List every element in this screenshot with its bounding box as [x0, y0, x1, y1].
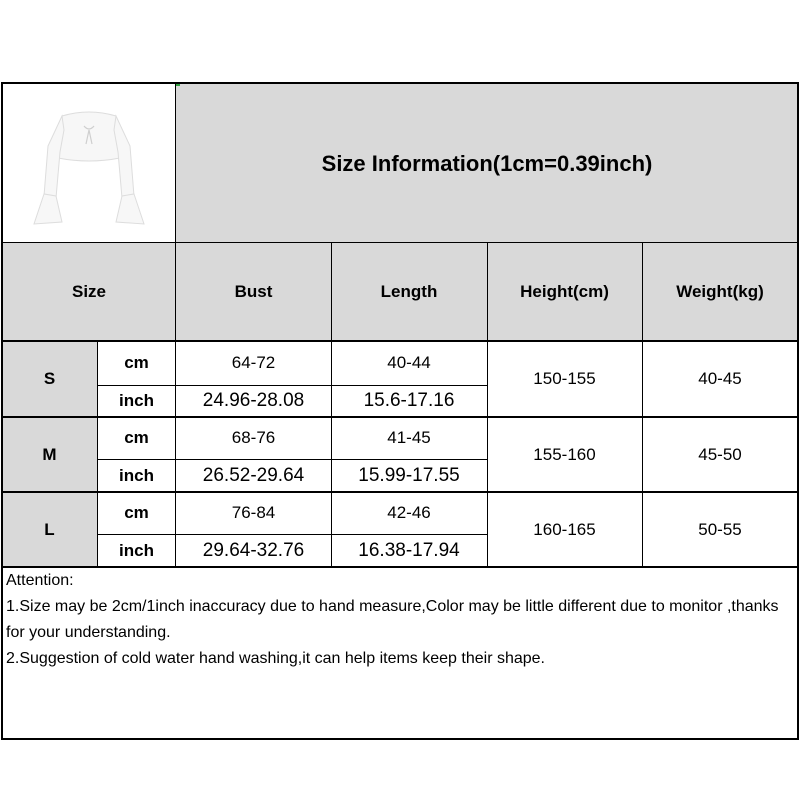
bust-inch-m: 26.52-29.64: [202, 464, 305, 486]
height-l: 160-165: [533, 519, 596, 539]
attention-notes: [2, 568, 798, 738]
rule-bust-length: [331, 243, 332, 567]
page-title: Size Information(1cm=0.39inch): [321, 150, 653, 176]
unit-cm: cm: [124, 353, 149, 372]
length-cm-m: 41-45: [387, 428, 431, 447]
bust-inch-l: 29.64-32.76: [202, 539, 305, 561]
rule-header-bottom: [1, 340, 799, 342]
rule-length-height: [487, 243, 488, 567]
weight-m: 45-50: [698, 444, 742, 464]
unit-inch: inch: [119, 391, 154, 410]
unit-inch: inch: [119, 465, 154, 485]
weight-l: 50-55: [698, 519, 742, 539]
rule-table-bottom: [1, 566, 799, 568]
attention-note-2: 2.Suggestion of cold water hand washing,it can help items keep their shape.: [6, 650, 545, 667]
rule-image-right: [175, 82, 176, 567]
bust-inch-s: 24.96-28.08: [202, 390, 305, 411]
bust-cm-s: 64-72: [231, 353, 276, 372]
height-s: 150-155: [533, 369, 596, 388]
rule-s-bottom: [1, 416, 799, 418]
rule-header-top: [1, 242, 799, 243]
header-length: Length: [380, 282, 438, 301]
attention-heading: Attention:: [6, 572, 74, 589]
border-right: [797, 82, 799, 740]
height-m: 155-160: [533, 444, 596, 464]
length-cm-s: 40-44: [387, 353, 431, 372]
size-label-l: L: [44, 519, 55, 539]
unit-cm: cm: [124, 503, 149, 522]
border-top: [1, 82, 799, 84]
length-inch-l: 16.38-17.94: [358, 539, 460, 561]
rule-l-split: [97, 534, 487, 535]
length-inch-s: 15.6-17.16: [363, 390, 455, 411]
rule-size-unit: [97, 341, 98, 567]
rule-m-split: [97, 459, 487, 460]
attention-note-1: 1.Size may be 2cm/1inch inaccuracy due to hand measure,Color may be little different due to monitor ,thanks for your understanding.: [6, 598, 779, 641]
border-left: [1, 82, 3, 740]
weight-s: 40-45: [698, 369, 742, 388]
header-weight: Weight(kg): [676, 282, 764, 301]
border-bottom: [1, 738, 799, 740]
header-size: Size: [71, 282, 107, 301]
rule-m-bottom: [1, 491, 799, 493]
product-image: [4, 86, 174, 241]
unit-inch: inch: [119, 540, 154, 560]
header-height: Height(cm): [520, 282, 609, 301]
crop-top-illustration: [4, 86, 174, 241]
size-label-m: M: [42, 444, 57, 464]
header-bust: Bust: [234, 282, 273, 301]
size-label-s: S: [43, 369, 56, 388]
rule-s-split: [97, 385, 487, 386]
length-inch-m: 15.99-17.55: [358, 464, 460, 486]
bust-cm-m: 68-76: [231, 428, 276, 447]
unit-cm: cm: [124, 428, 149, 447]
length-cm-l: 42-46: [387, 503, 431, 522]
bust-cm-l: 76-84: [231, 503, 276, 522]
rule-height-weight: [642, 243, 643, 567]
